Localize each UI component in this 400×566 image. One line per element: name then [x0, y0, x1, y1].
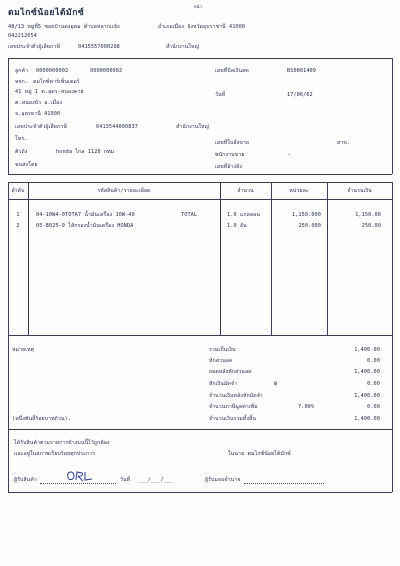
- summary-label-4: หักเงินมัดจำ: [209, 381, 237, 387]
- summary-value-6: 0.00: [367, 404, 380, 410]
- authorized-label: ผู้รับมอบอำนาจ: [205, 477, 241, 483]
- customer-tax-label: เลขประจำตัวผู้เสียภาษี: [15, 124, 67, 130]
- received-note-1: ได้รับสินค้าตามรายการข้างบนนี้ไว้ถูกต้อง: [14, 440, 110, 446]
- row-1-qty: 1.0 แกลลอน: [227, 212, 260, 218]
- customer-code-label: ลูกค้า: [15, 68, 29, 74]
- row-1-amount: 1,150.00: [355, 212, 381, 218]
- customer-branch: สำนักงานใหญ่: [176, 124, 210, 130]
- receiver-signature: [64, 468, 94, 484]
- doc-employee-label: พนักงานขาย: [215, 152, 245, 158]
- summary-label-1: รวมเป็นเงิน: [209, 347, 236, 353]
- summary-value-5: 1,400.00: [354, 393, 380, 399]
- row-1-desc: 04-10W4-0TOTA7 น้ำมันเครื่อง 10W-40: [36, 212, 135, 218]
- col-header-desc: รหัสสินค้า/รายละเอียด: [97, 188, 151, 194]
- received-note-2: และอยู่ในสภาพเรียบร้อยทุกประการ: [14, 451, 96, 457]
- doc-cost-label: สาข.: [337, 140, 351, 146]
- row-2-desc: 05-B025-9 ไส้กรองน้ำมันเครื่อง HONDA: [36, 223, 134, 229]
- amount-in-words: (หนึ่งพันสี่ร้อยบาทถ้วน).: [12, 416, 71, 422]
- col-header-amount: จำนวนเงิน: [347, 188, 372, 194]
- receiver-label: ผู้รับสินค้า: [14, 477, 37, 483]
- summary-label-2: หักส่วนลด: [209, 358, 233, 364]
- customer-delivery-label: ขนส่งโดย: [15, 162, 38, 168]
- row-1-brand: TOTAL: [181, 212, 198, 218]
- summary-hash: ฿: [274, 381, 278, 387]
- col-header-no: ลำดับ: [11, 188, 25, 194]
- row-1-no: 1: [16, 212, 20, 218]
- row-2-qty: 1.0 ลัน: [227, 223, 247, 229]
- summary-value-1: 1,400.00: [354, 347, 380, 353]
- company-address-1: 48/13 หมู่ที่5 ซอยบ้านดงอุดม ตำบลหลากแข้ง: [8, 24, 120, 30]
- authorized-signature-line: [244, 483, 324, 484]
- doc-date-label: วันที่: [215, 92, 226, 98]
- receive-date-label: วันที่: [120, 477, 131, 483]
- summary-label-5: จำนวนเงินหลังหักมัดจำ: [209, 393, 263, 399]
- summary-value-4: 0.00: [367, 381, 380, 387]
- customer-code-2: 0000000002: [90, 68, 123, 74]
- customer-vehicle-label: ตัวถัง: [15, 149, 28, 155]
- company-tax-label: เลขประจำตัวผู้เสียภาษี: [8, 44, 60, 50]
- customer-address-2: ต.หนองบัว อ.เมือง: [15, 100, 63, 106]
- doc-employee: -: [287, 152, 291, 158]
- summary-value-7: 1,400.00: [354, 416, 380, 422]
- company-branch: สำนักงานใหญ่: [166, 44, 200, 50]
- customer-name: ดมไกซ์คาร์เซ็นเตอร์: [33, 79, 80, 85]
- summary-label-7: จำนวนเงินรวมทั้งสิ้น: [209, 416, 256, 422]
- col-header-price: หน่วยละ: [289, 188, 309, 194]
- row-2-price: 250.000: [298, 223, 321, 229]
- summary-value-3: 1,400.00: [354, 369, 380, 375]
- customer-phone-label: โทร.: [15, 136, 28, 142]
- customer-tax-id: 0413544000837: [96, 124, 138, 130]
- summary-label-6: จำนวนภาษีมูลค่าเพิ่ม: [209, 404, 258, 410]
- receive-date-blank: ___/___/___: [138, 477, 174, 483]
- row-1-price: 1,150.000: [291, 212, 321, 218]
- row-2-amount: 250.00: [361, 223, 381, 229]
- doc-date: 17/06/62: [287, 92, 313, 98]
- summary-label-3: ยอดหลังหักส่วนลด: [209, 369, 252, 375]
- company-address-2: อำเภอเมือง จังหวัดอุบราชานี 41000: [158, 24, 246, 30]
- customer-vehicle: honda ไกล 1126 กทม: [56, 149, 115, 155]
- company-phone: 042212654: [8, 33, 38, 39]
- doc-order-label: เลขที่ใบสั่งขาย: [215, 140, 250, 146]
- row-2-no: 2: [16, 223, 20, 229]
- customer-address-3: จ.อุดรธานี 41000: [15, 111, 61, 117]
- customer-code: 0000000002: [36, 68, 69, 74]
- summary-value-2: 0.00: [367, 358, 380, 364]
- company-tax-id: 0415557000298: [78, 44, 120, 50]
- summary-vat-pct: 7.00%: [298, 404, 315, 410]
- remark-label: หมายเหตุ: [12, 347, 35, 353]
- page-mark: หน้า: [194, 4, 202, 9]
- col-header-qty: จำนวน: [237, 188, 254, 194]
- customer-name-prefix: หจก.: [15, 79, 29, 85]
- on-behalf-of: ในนาม ตมไกซ์น้อยไต้มักซ์: [228, 451, 291, 457]
- doc-no-label: เลขที่บิลเงินสด: [215, 68, 249, 74]
- customer-address-1: 41 หมู่ 1 ต.อุดร-หนองคาย: [15, 89, 84, 95]
- doc-no: BS0001409: [287, 68, 317, 74]
- company-name: ตมไกซ์น้อยไต้มักซ์: [8, 8, 85, 18]
- doc-ref-label: เลขที่อ้างอิง: [215, 164, 243, 170]
